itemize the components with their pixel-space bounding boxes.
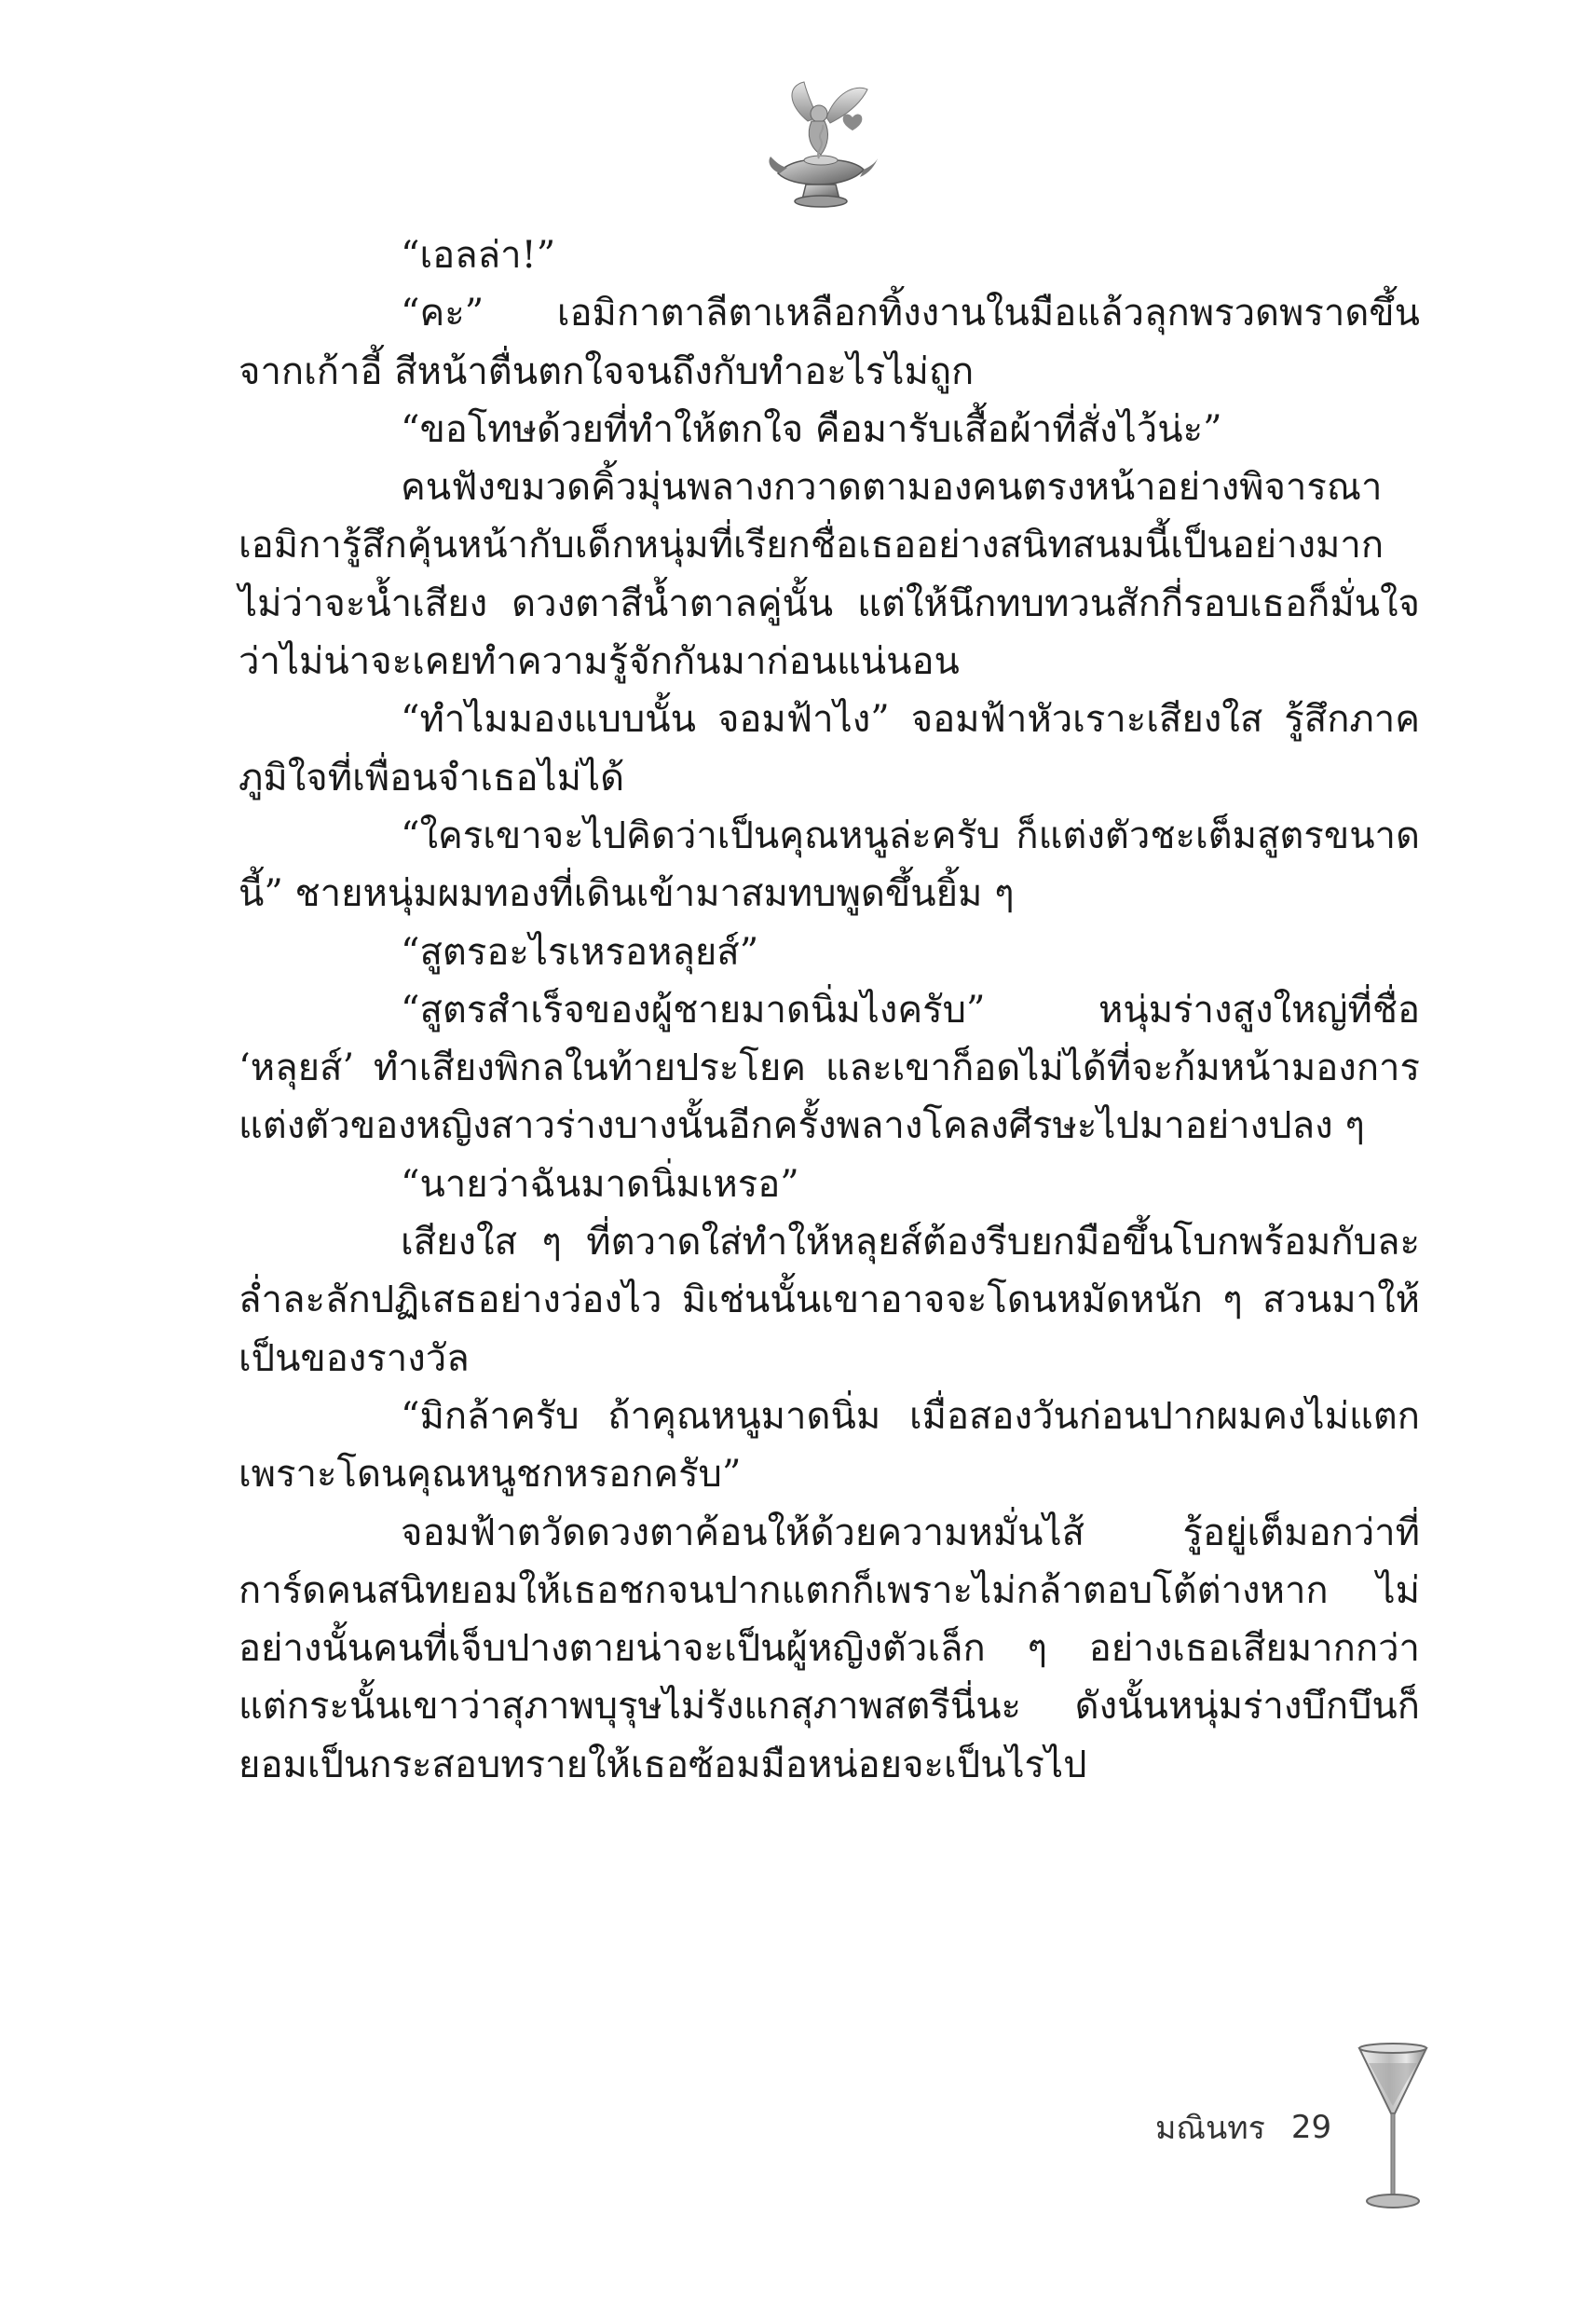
paragraph: “ใครเขาจะไปคิดว่าเป็นคุณหนูล่ะครับ ก็แต่งตัวชะเต็มสูตรขนาดนี้” ชายหนุ่มผมทองที่เดินเข้ามาสมทบพูดขึ้นยิ้ม ๆ bbox=[239, 814, 1420, 916]
paragraph: “นายว่าฉันมาดนิ่มเหรอ” bbox=[401, 1162, 799, 1206]
paragraph: จอมฟ้าตวัดดวงตาค้อนให้ด้วยความหมั่นไส้ รู้อยู่เต็มอกว่าที่การ์ดคนสนิทยอมให้เธอชกจนปากแตกก็เพราะไม่กล้าตอบโต้ต่างหาก ไม่อย่างนั้นคนที่เจ็บปางตายน่าจะเป็นผู้หญิงตัวเล็ก ๆ อย่างเธอเสียมากกว่า แต่กระนั้นเขาว่าสุภาพบุรุษไม่รังแกสุภาพสตรีนี่นะ ดังนั้นหนุ่มร่างบึกบึนก็ยอมเป็นกระสอบทรายให้เธอซ้อมมือหน่อยจะเป็นไรไป bbox=[239, 1511, 1420, 1786]
paragraph: คนฟังขมวดคิ้วมุ่นพลางกวาดตามองคนตรงหน้าอย่างพิจารณา เอมิการู้สึกคุ้นหน้ากับเด็กหนุ่มที่เรียกชื่อเธออย่างสนิทสนมนี้เป็นอย่างมาก ไม่ว่าจะน้ำเสียง ดวงตาสีน้ำตาลคู่นั้น แต่ให้นึกทบทวนสักกี่รอบเธอก็มั่นใจว่าไม่น่าจะเคยทำความรู้จักกันมาก่อนแน่นอน bbox=[239, 466, 1420, 684]
paragraph: “คะ” เอมิกาตาลีตาเหลือกทิ้งงานในมือแล้วลุกพรวดพราดขึ้นจากเก้าอี้ สีหน้าตื่นตกใจจนถึงกับทำอะไรไม่ถูก bbox=[239, 292, 1420, 393]
author-name: มณินทร bbox=[1155, 2110, 1265, 2147]
page-footer bbox=[1155, 2104, 1331, 2151]
paragraph: “ทำไมมองแบบนั้น จอมฟ้าไง” จอมฟ้าหัวเราะเสียงใส รู้สึกภาคภูมิใจที่เพื่อนจำเธอไม่ได้ bbox=[239, 698, 1420, 800]
paragraph: “เอลล่า!” bbox=[401, 234, 556, 277]
genie-lamp-ornament-icon bbox=[759, 76, 880, 216]
page-number: 29 bbox=[1290, 2109, 1332, 2146]
paragraph: “ขอโทษด้วยที่ทำให้ตกใจ คือมารับเสื้อผ้าที่สั่งไว้น่ะ” bbox=[401, 407, 1222, 451]
paragraph: “สูตรอะไรเหรอหลุยส์” bbox=[401, 930, 759, 974]
martini-glass-icon bbox=[1356, 2041, 1430, 2218]
chapter-body bbox=[239, 226, 1420, 1794]
paragraph: “มิกล้าครับ ถ้าคุณหนูมาดนิ่ม เมื่อสองวันก่อนปากผมคงไม่แตกเพราะโดนคุณหนูชกหรอกครับ” bbox=[239, 1394, 1420, 1497]
paragraph: “สูตรสำเร็จของผู้ชายมาดนิ่มไงครับ” หนุ่มร่างสูงใหญ่ที่ชื่อ ‘หลุยส์’ ทำเสียงพิกลในท้ายประโยค และเขาก็อดไม่ได้ที่จะก้มหน้ามองการแต่งตัวของหญิงสาวร่างบางนั้นอีกครั้งพลางโคลงศีรษะไปมาอย่างปลง ๆ bbox=[239, 988, 1420, 1148]
paragraph: เสียงใส ๆ ที่ตวาดใส่ทำให้หลุยส์ต้องรีบยกมือขึ้นโบกพร้อมกับละล่ำละลักปฏิเสธอย่างว่องไว มิเช่นนั้นเขาอาจจะโดนหมัดหนัก ๆ สวนมาให้เป็นของรางวัล bbox=[239, 1221, 1420, 1380]
